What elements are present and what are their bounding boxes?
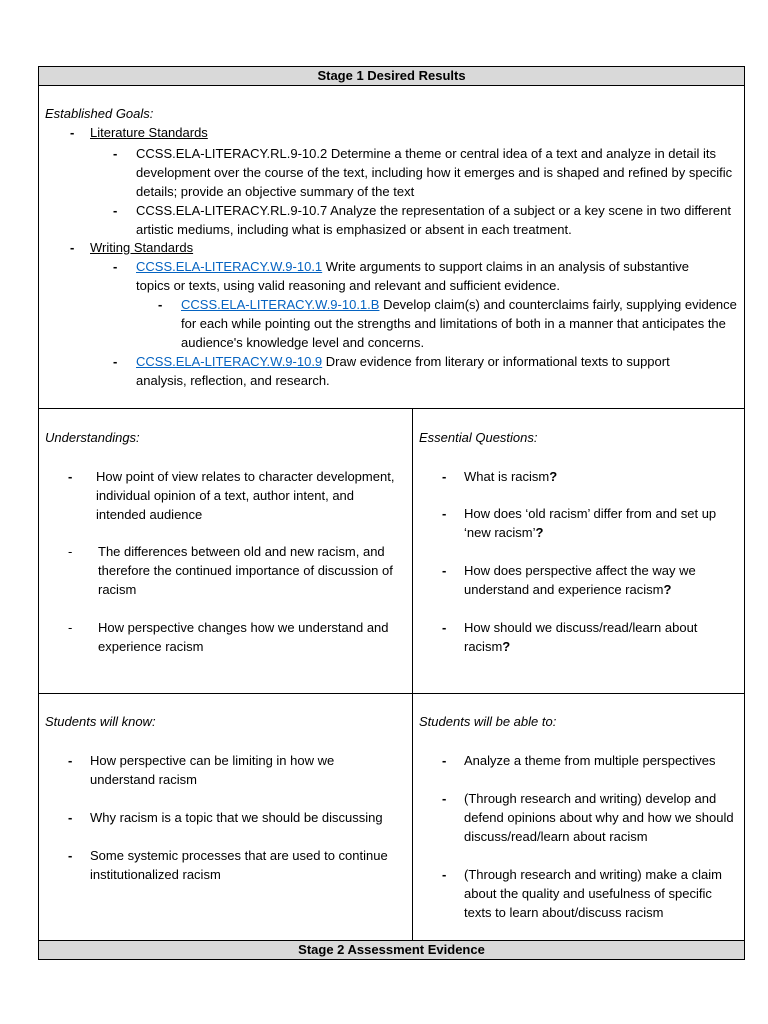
able-item	[442, 789, 742, 846]
understanding-item	[68, 542, 408, 599]
standard-w-1b-link[interactable]: CCSS.ELA-LITERACY.W.9-10.1.B	[181, 297, 380, 312]
bullet-dash: -	[68, 469, 73, 484]
bullet-dash: -	[113, 354, 118, 369]
standard-rl-2-text: CCSS.ELA-LITERACY.RL.9-10.2 Determine a theme or central idea of a text and analyze in detail its development over the course of the text, including how it emerges and is shaped and refined by specific details; provide an objective summary of the text	[136, 146, 733, 199]
able-item-text: (Through research and writing) make a claim about the quality and usefulness of specific texts to learn about/discuss racism	[464, 867, 722, 920]
able-item	[442, 751, 742, 770]
bullet-dash: -	[442, 469, 447, 484]
essential-questions-label: Essential Questions:	[419, 430, 538, 445]
able-item	[442, 865, 742, 922]
literature-standards-item	[70, 123, 730, 142]
bullet-dash: -	[442, 791, 447, 806]
standard-w-1	[113, 257, 713, 295]
standard-rl-7	[113, 201, 733, 239]
bullet-dash: -	[442, 563, 447, 578]
bullet-dash: -	[68, 810, 73, 825]
standard-w-1b	[158, 295, 743, 352]
standard-w-9-text: Draw evidence from literary or informational texts to support analysis, reflection, and research.	[136, 354, 670, 388]
bullet-dash: -	[68, 620, 73, 635]
bullet-dash: -	[113, 146, 118, 161]
bullet-dash: -	[68, 544, 73, 559]
essential-question-text: How does ‘old racism’ differ from and set up ‘new racism’	[464, 506, 717, 540]
standard-rl-7-text: CCSS.ELA-LITERACY.RL.9-10.7 Analyze the representation of a subject or a key scene in two different artistic mediums, including what is emphasized or absent in each treatment.	[136, 203, 731, 237]
literature-standards-heading: Literature Standards	[90, 125, 208, 140]
understandings-label: Understandings:	[45, 430, 140, 445]
able-item-text: Analyze a theme from multiple perspectives	[464, 753, 716, 768]
question-mark: ?	[535, 525, 544, 540]
students-know-label: Students will know:	[45, 714, 156, 729]
question-mark: ?	[549, 469, 558, 484]
established-goals-label: Established Goals:	[45, 106, 154, 121]
able-item-text: (Through research and writing) develop and defend opinions about why and how we should discuss/read/learn about racism	[464, 791, 734, 844]
know-item-text: Some systemic processes that are used to continue institutionalized racism	[90, 848, 388, 882]
standard-w-9	[113, 352, 713, 390]
writing-standards-heading: Writing Standards	[90, 240, 194, 255]
stage2-header	[38, 940, 745, 960]
stage1-header	[38, 66, 745, 86]
essential-question-item	[442, 618, 732, 656]
bullet-dash: -	[442, 867, 447, 882]
bullet-dash: -	[70, 240, 75, 255]
understanding-item	[68, 618, 403, 656]
essential-question-item	[442, 504, 742, 542]
bullet-dash: -	[442, 620, 447, 635]
bullet-dash: -	[113, 203, 118, 218]
know-item-text: How perspective can be limiting in how we understand racism	[90, 753, 335, 787]
stage2-title: Stage 2 Assessment Evidence	[298, 942, 485, 957]
standard-w-1-link[interactable]: CCSS.ELA-LITERACY.W.9-10.1	[136, 259, 323, 274]
question-mark: ?	[502, 639, 511, 654]
know-item-text: Why racism is a topic that we should be discussing	[90, 810, 383, 825]
know-item	[68, 846, 408, 884]
question-mark: ?	[663, 582, 672, 597]
standard-w-9-link[interactable]: CCSS.ELA-LITERACY.W.9-10.9	[136, 354, 323, 369]
bullet-dash: -	[68, 848, 73, 863]
understanding-item	[68, 467, 403, 524]
writing-standards-item	[70, 238, 730, 257]
understanding-item-text: How perspective changes how we understand and experience racism	[98, 620, 389, 654]
standard-w-1b-text: Develop claim(s) and counterclaims fairly, supplying evidence for each while pointing out the strengths and limitations of both in a manner that anticipates the audience's knowledge level and concerns.	[181, 297, 737, 350]
know-item	[68, 751, 398, 789]
bullet-dash: -	[113, 259, 118, 274]
standard-rl-2	[113, 144, 733, 201]
students-able-label: Students will be able to:	[419, 714, 557, 729]
understanding-item-text: How point of view relates to character development, individual opinion of a text, author intent, and intended audience	[96, 469, 395, 522]
essential-question-text: How should we discuss/read/learn about racism	[464, 620, 698, 654]
bullet-dash: -	[442, 753, 447, 768]
know-item	[68, 808, 408, 827]
essential-question-item	[442, 467, 737, 486]
bullet-dash: -	[442, 506, 447, 521]
understanding-item-text: The differences between old and new racism, and therefore the continued importance of discussion of racism	[98, 544, 393, 597]
bullet-dash: -	[68, 753, 73, 768]
essential-question-item	[442, 561, 732, 599]
essential-question-text: What is racism	[464, 469, 550, 484]
stage1-title: Stage 1 Desired Results	[317, 68, 466, 83]
standard-w-1-text: Write arguments to support claims in an analysis of substantive topics or texts, using valid reasoning and relevant and sufficient evidence.	[136, 259, 689, 293]
essential-question-text: How does perspective affect the way we understand and experience racism	[464, 563, 696, 597]
bullet-dash: -	[70, 125, 75, 140]
bullet-dash: -	[158, 297, 163, 312]
